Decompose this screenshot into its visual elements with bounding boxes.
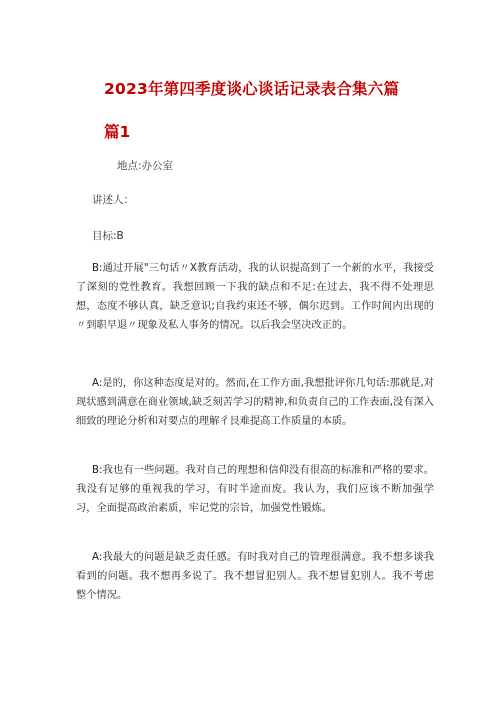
document-title: 2023年第四季度谈心谈话记录表合集六篇 xyxy=(104,80,400,98)
speaker-field: 讲述人： xyxy=(92,194,134,206)
paragraph-b-1: B:通过开展"三句话〃X教育活动，我的认识提高到了一个新的水平，我接受了深刻的党性教育。我想回顾一下我的缺点和不足:在过去，我不得不处理思想，态度不够认真，缺乏意识;自我约束还不够，偶尔迟到。工作时间内出现的〃到职早退〃现象及私人事务的情况。以后我会坚决改正的。 xyxy=(76,263,434,331)
target-field: 目标:B xyxy=(92,230,124,242)
paragraph-a-1: A:是的，你这种态度是对的。然而,在工作方面,我想批评你几句话:那就是,对现状感到满意在商业领域,缺乏刻苦学习的精神,和负责自己的工作表面,没有深入细致的理论分析和对要点的理解彳艮难提高工作质量的本质。 xyxy=(76,378,434,427)
paragraph-a-2: A:我最大的问题是缺乏责任感。有时我对自己的管理很满意。我不想多谈我看到的问题。我不想再多说了。我不想冒犯别人。我不想冒犯别人。我不考虑整个情况。 xyxy=(76,552,434,601)
location-field: 地点:办公室 xyxy=(117,160,174,172)
section-heading: 篇1 xyxy=(104,123,131,141)
paragraph-b-2: B:我也有一些问题。我对自己的理想和信仰没有很高的标准和严格的要求。我没有足够的重视我的学习，有时半途而废。我认为，我们应该不断加强学习，全面提高政治素质，牢记党的宗旨，加强党性锻炼。 xyxy=(76,465,434,514)
